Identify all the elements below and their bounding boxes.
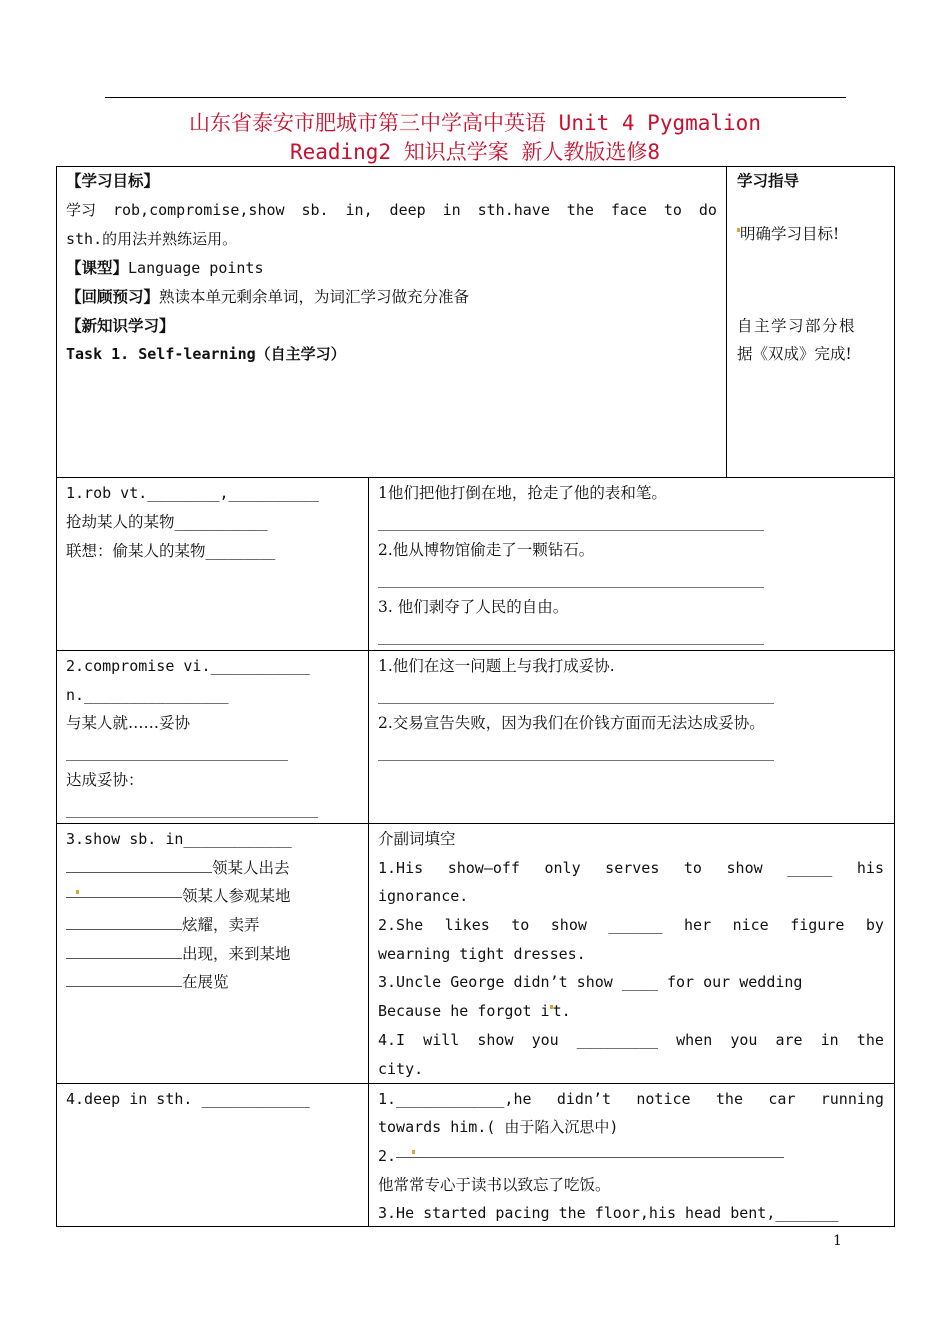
objectives-line2: sth.的用法并熟练运用。 — [66, 230, 238, 248]
header-rule — [105, 97, 846, 98]
rob-phrase: 抢劫某人的某物____________ — [66, 513, 268, 531]
new-knowledge-heading: 【新知识学习】 — [66, 316, 175, 335]
task1-heading: Task 1. Self-learning（自主学习） — [66, 345, 346, 363]
answer-line[interactable] — [378, 644, 764, 645]
show-sentence-4: 4.I will show you _________ when you are in the — [378, 1031, 884, 1049]
show-sentence-2-cont: wearning tight dresses. — [378, 945, 586, 963]
objectives-line1: 学习 rob,compromise,show sb. in, deep in sth.have the face to do — [66, 201, 717, 219]
row-divider-3 — [56, 823, 895, 824]
deep-in-sentence-1-cont: towards him.( 由于陷入沉思中) — [378, 1118, 619, 1136]
on-show: 在展览 — [66, 968, 229, 997]
blank[interactable] — [66, 971, 182, 987]
lesson-type: 【课型】Language points — [66, 258, 264, 277]
show-sentence-4-cont: city. — [378, 1060, 424, 1078]
show-around: 领某人参观某地 — [66, 882, 291, 911]
show-sentence-1: 1.His show—off only serves to show _____ his — [378, 859, 884, 877]
show-up: 出现，来到某地 — [66, 940, 291, 969]
review-preview: 【回顾预习】熟读本单元剩余单词，为词汇学习做充分准备 — [66, 287, 470, 306]
guide-line1: 明确学习目标! — [737, 220, 839, 249]
compromise-sentence-2: 2.交易宣告失败，因为我们在价钱方面而无法达成妥协。 — [378, 714, 765, 732]
compromise-sentence-1: 1.他们在这一问题上与我打成妥协. — [378, 657, 615, 675]
blank[interactable] — [66, 857, 212, 873]
show-in: 3.show sb. in____________ — [66, 830, 292, 848]
compromise-noun: n.________________ — [66, 686, 229, 704]
show-sentence-3-cont: Because he forgot i t. — [378, 1002, 571, 1020]
answer-line[interactable] — [378, 530, 764, 531]
show-exercise-heading: 介副词填空 — [378, 830, 456, 848]
document-title-line2: Reading2 知识点学案 新人教版选修8 — [289, 140, 661, 164]
show-sentence-2: 2.She likes to show ______ her nice figure by — [378, 916, 884, 934]
rob-sentence-2: 2.他从博物馆偷走了一颗钻石。 — [378, 541, 595, 559]
body-column-divider — [368, 477, 369, 1227]
show-sentence-3: 3.Uncle George didn’t show ____ for our wedding — [378, 973, 803, 991]
guide-column-divider — [726, 166, 727, 477]
answer-line[interactable] — [66, 760, 288, 761]
deep-in-sentence-1: 1.____________,he didn’t notice the car running — [378, 1090, 884, 1108]
guide-line2: 自主学习部分根 — [737, 317, 857, 335]
rob-definition: 1.rob vt.________,__________ — [66, 484, 319, 502]
rob-sentence-1: 1他们把他打倒在地，抢走了他的表和笔。 — [378, 484, 667, 502]
row-divider-4 — [56, 1083, 895, 1084]
compromise-definition: 2.compromise vi.___________ — [66, 657, 310, 675]
blank[interactable] — [66, 943, 182, 959]
compromise-reach: 达成妥协： — [66, 771, 144, 789]
deep-in-definition: 4.deep in sth. ____________ — [66, 1090, 310, 1108]
answer-line[interactable] — [66, 817, 318, 818]
rob-related: 联想：偷某人的某物_________ — [66, 542, 276, 560]
blank[interactable] — [396, 1142, 784, 1158]
deep-in-sentence-2-hint: 他常常专心于读书以致忘了吃饭。 — [378, 1176, 611, 1194]
guide-heading: 学习指导 — [737, 171, 800, 190]
row-divider-1 — [56, 477, 895, 478]
blank[interactable] — [66, 914, 182, 930]
page-number: 1 — [833, 1233, 842, 1249]
answer-line[interactable] — [378, 703, 774, 704]
answer-line[interactable] — [378, 760, 774, 761]
show-sentence-1-cont: ignorance. — [378, 887, 469, 905]
compromise-phrase: 与某人就……妥协 — [66, 714, 191, 732]
document-title-line1: 山东省泰安市肥城市第三中学高中英语 Unit 4 Pygmalion — [189, 111, 761, 135]
blank[interactable] — [66, 882, 182, 898]
guide-line3: 据《双成》完成! — [737, 345, 852, 363]
show-off: 炫耀，卖弄 — [66, 911, 260, 940]
row-divider-2 — [56, 650, 895, 651]
show-out: 领某人出去 — [66, 854, 290, 883]
answer-line[interactable] — [378, 587, 764, 588]
deep-in-sentence-2: 2. — [378, 1142, 784, 1171]
deep-in-sentence-3: 3.He started pacing the floor,his head bent,_______ — [378, 1204, 839, 1222]
rob-sentence-3: 3. 他们剥夺了人民的自由。 — [378, 598, 569, 616]
objectives-heading: 【学习目标】 — [66, 171, 160, 190]
